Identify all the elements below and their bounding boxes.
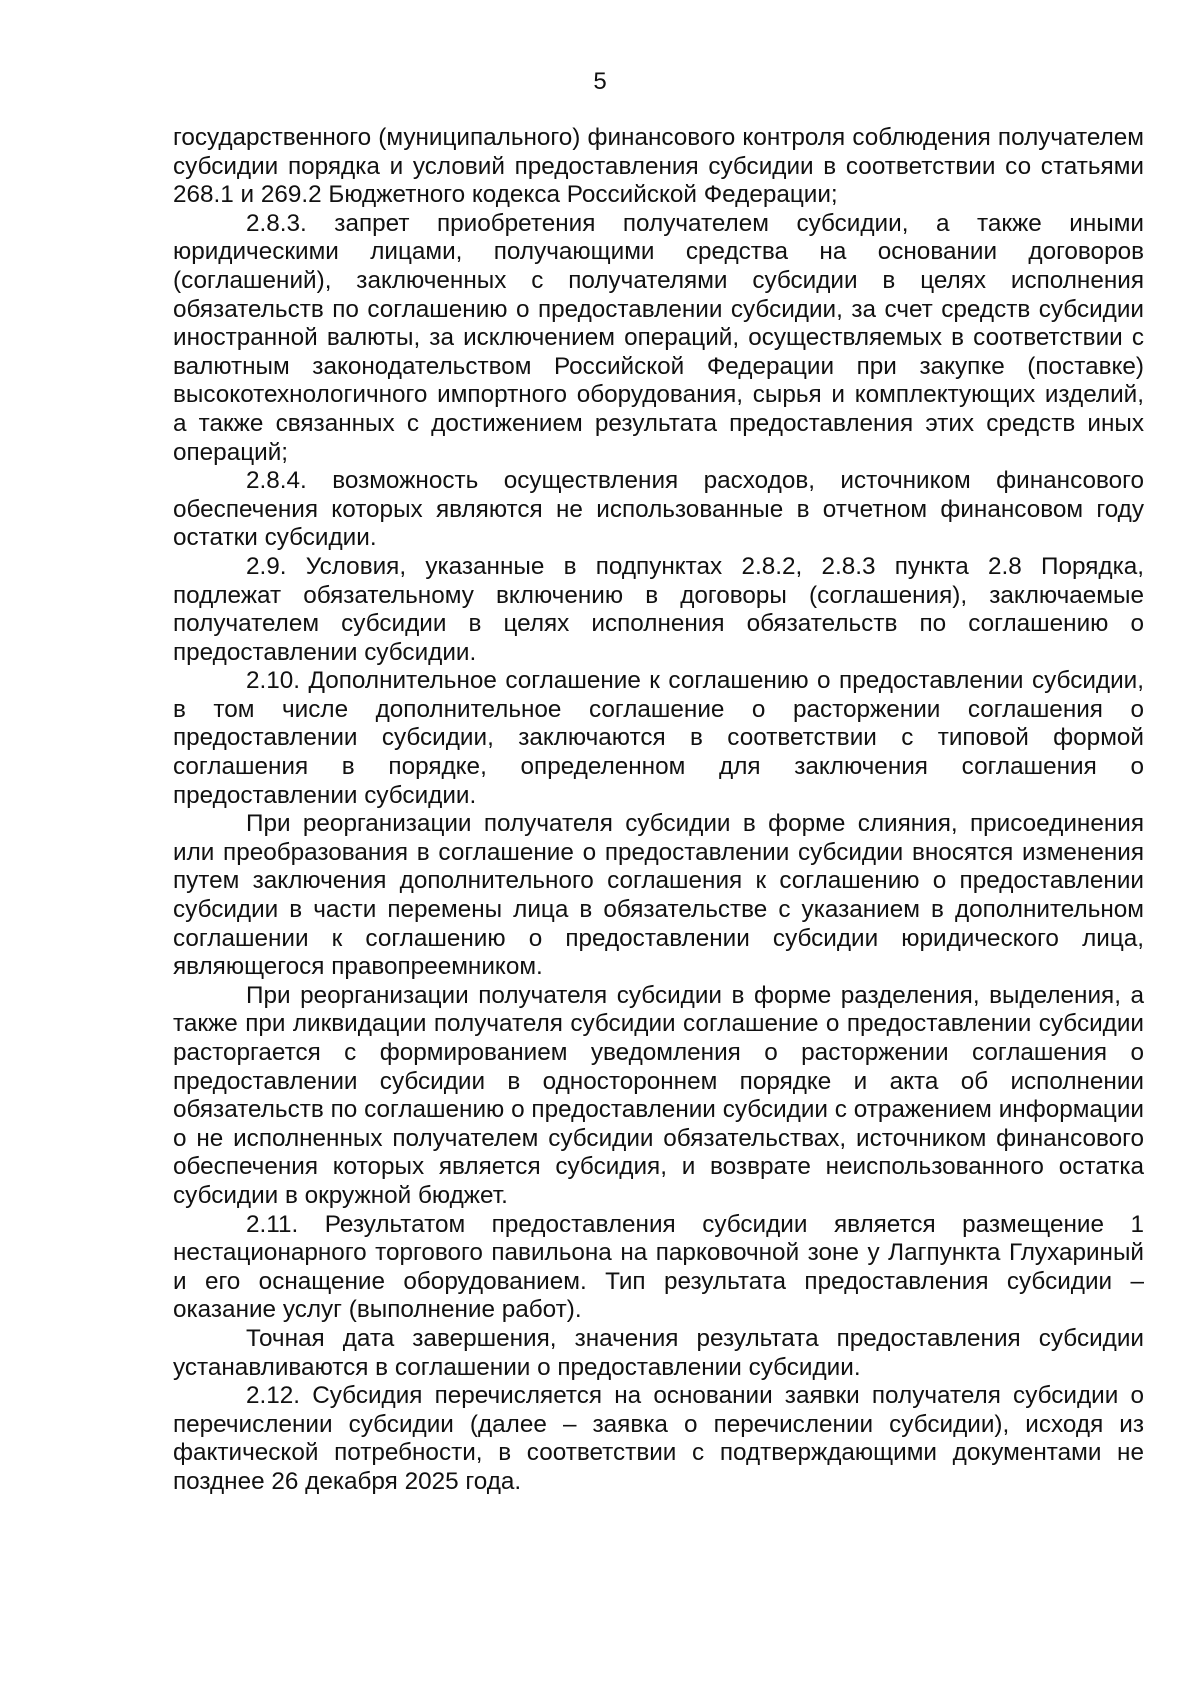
- paragraph-control-continuation: государственного (муниципального) финансового контроля соблюдения получателем субсидии порядка и условий предоставления субсидии в соответствии со статьями 268.1 и 269.2 Бюджетного кодекса Российской Федерации;: [173, 124, 1144, 209]
- paragraph-2-11: 2.11. Результатом предоставления субсидии является размещение 1 нестационарного торгового павильона на парковочной зоне у Лагпункта Глухариный и его оснащение оборудованием. Тип результата предоставления субсидии – оказание услуг (выполнение работ).: [173, 1210, 1144, 1324]
- paragraph-2-12: 2.12. Субсидия перечисляется на основании заявки получателя субсидии о перечислении субсидии (далее – заявка о перечислении субсидии), исходя из фактической потребности, в соответствии с подтверждающими документами не позднее 26 декабря 2025 года.: [173, 1382, 1144, 1495]
- paragraph-completion-date: Точная дата завершения, значения результата предоставления субсидии устанавливаются в соглашении о предоставлении субсидии.: [173, 1324, 1144, 1381]
- paragraph-2-8-4: 2.8.4. возможность осуществления расходов, источником финансового обеспечения которых являются не использованные в отчетном финансовом году остатки субсидии.: [173, 467, 1144, 552]
- document-body: [173, 124, 1144, 1497]
- page-number: 5: [593, 68, 607, 95]
- paragraph-2-10: 2.10. Дополнительное соглашение к соглашению о предоставлении субсидии, в том числе дополнительное соглашение о расторжении соглашения о предоставлении субсидии, заключаются в соответствии с типовой формой соглашения в порядке, определенном для заключения соглашения о предоставлении субсидии.: [173, 667, 1144, 809]
- paragraph-2-9: 2.9. Условия, указанные в подпунктах 2.8.2, 2.8.3 пункта 2.8 Порядка, подлежат обязательному включению в договоры (соглашения), заключаемые получателем субсидии в целях исполнения обязательств по соглашению о предоставлении субсидии.: [173, 552, 1144, 666]
- paragraph-2-8-3: 2.8.3. запрет приобретения получателем субсидии, а также иными юридическими лицами, получающими средства на основании договоров (соглашений), заключенных с получателями субсидии в целях исполнения обязательств по соглашению о предоставлении субсидии, за счет средств субсидии иностранной валюты, за исключением операций, осуществляемых в соответствии с валютным законодательством Российской Федерации при закупке (поставке) высокотехнологичного импортного оборудования, сырья и комплектующих изделий, а также связанных с достижением результата предоставления этих средств иных операций;: [173, 209, 1144, 466]
- paragraph-reorganization-merger: При реорганизации получателя субсидии в форме слияния, присоединения или преобразования в соглашение о предоставлении субсидии вносятся изменения путем заключения дополнительного соглашения к соглашению о предоставлении субсидии в части перемены лица в обязательстве с указанием в дополнительном соглашении к соглашению о предоставлении субсидии юридического лица, являющегося правопреемником.: [173, 810, 1144, 981]
- paragraph-reorganization-division: При реорганизации получателя субсидии в форме разделения, выделения, а также при ликвидации получателя субсидии соглашение о предоставлении субсидии расторгается с формированием уведомления о расторжении соглашения о предоставлении субсидии в одностороннем порядке и акта об исполнении обязательств по соглашению о предоставлении субсидии с отражением информации о не исполненных получателем субсидии обязательствах, источником финансового обеспечения которых является субсидия, и возврате неиспользованного остатка субсидии в окружной бюджет.: [173, 981, 1144, 1209]
